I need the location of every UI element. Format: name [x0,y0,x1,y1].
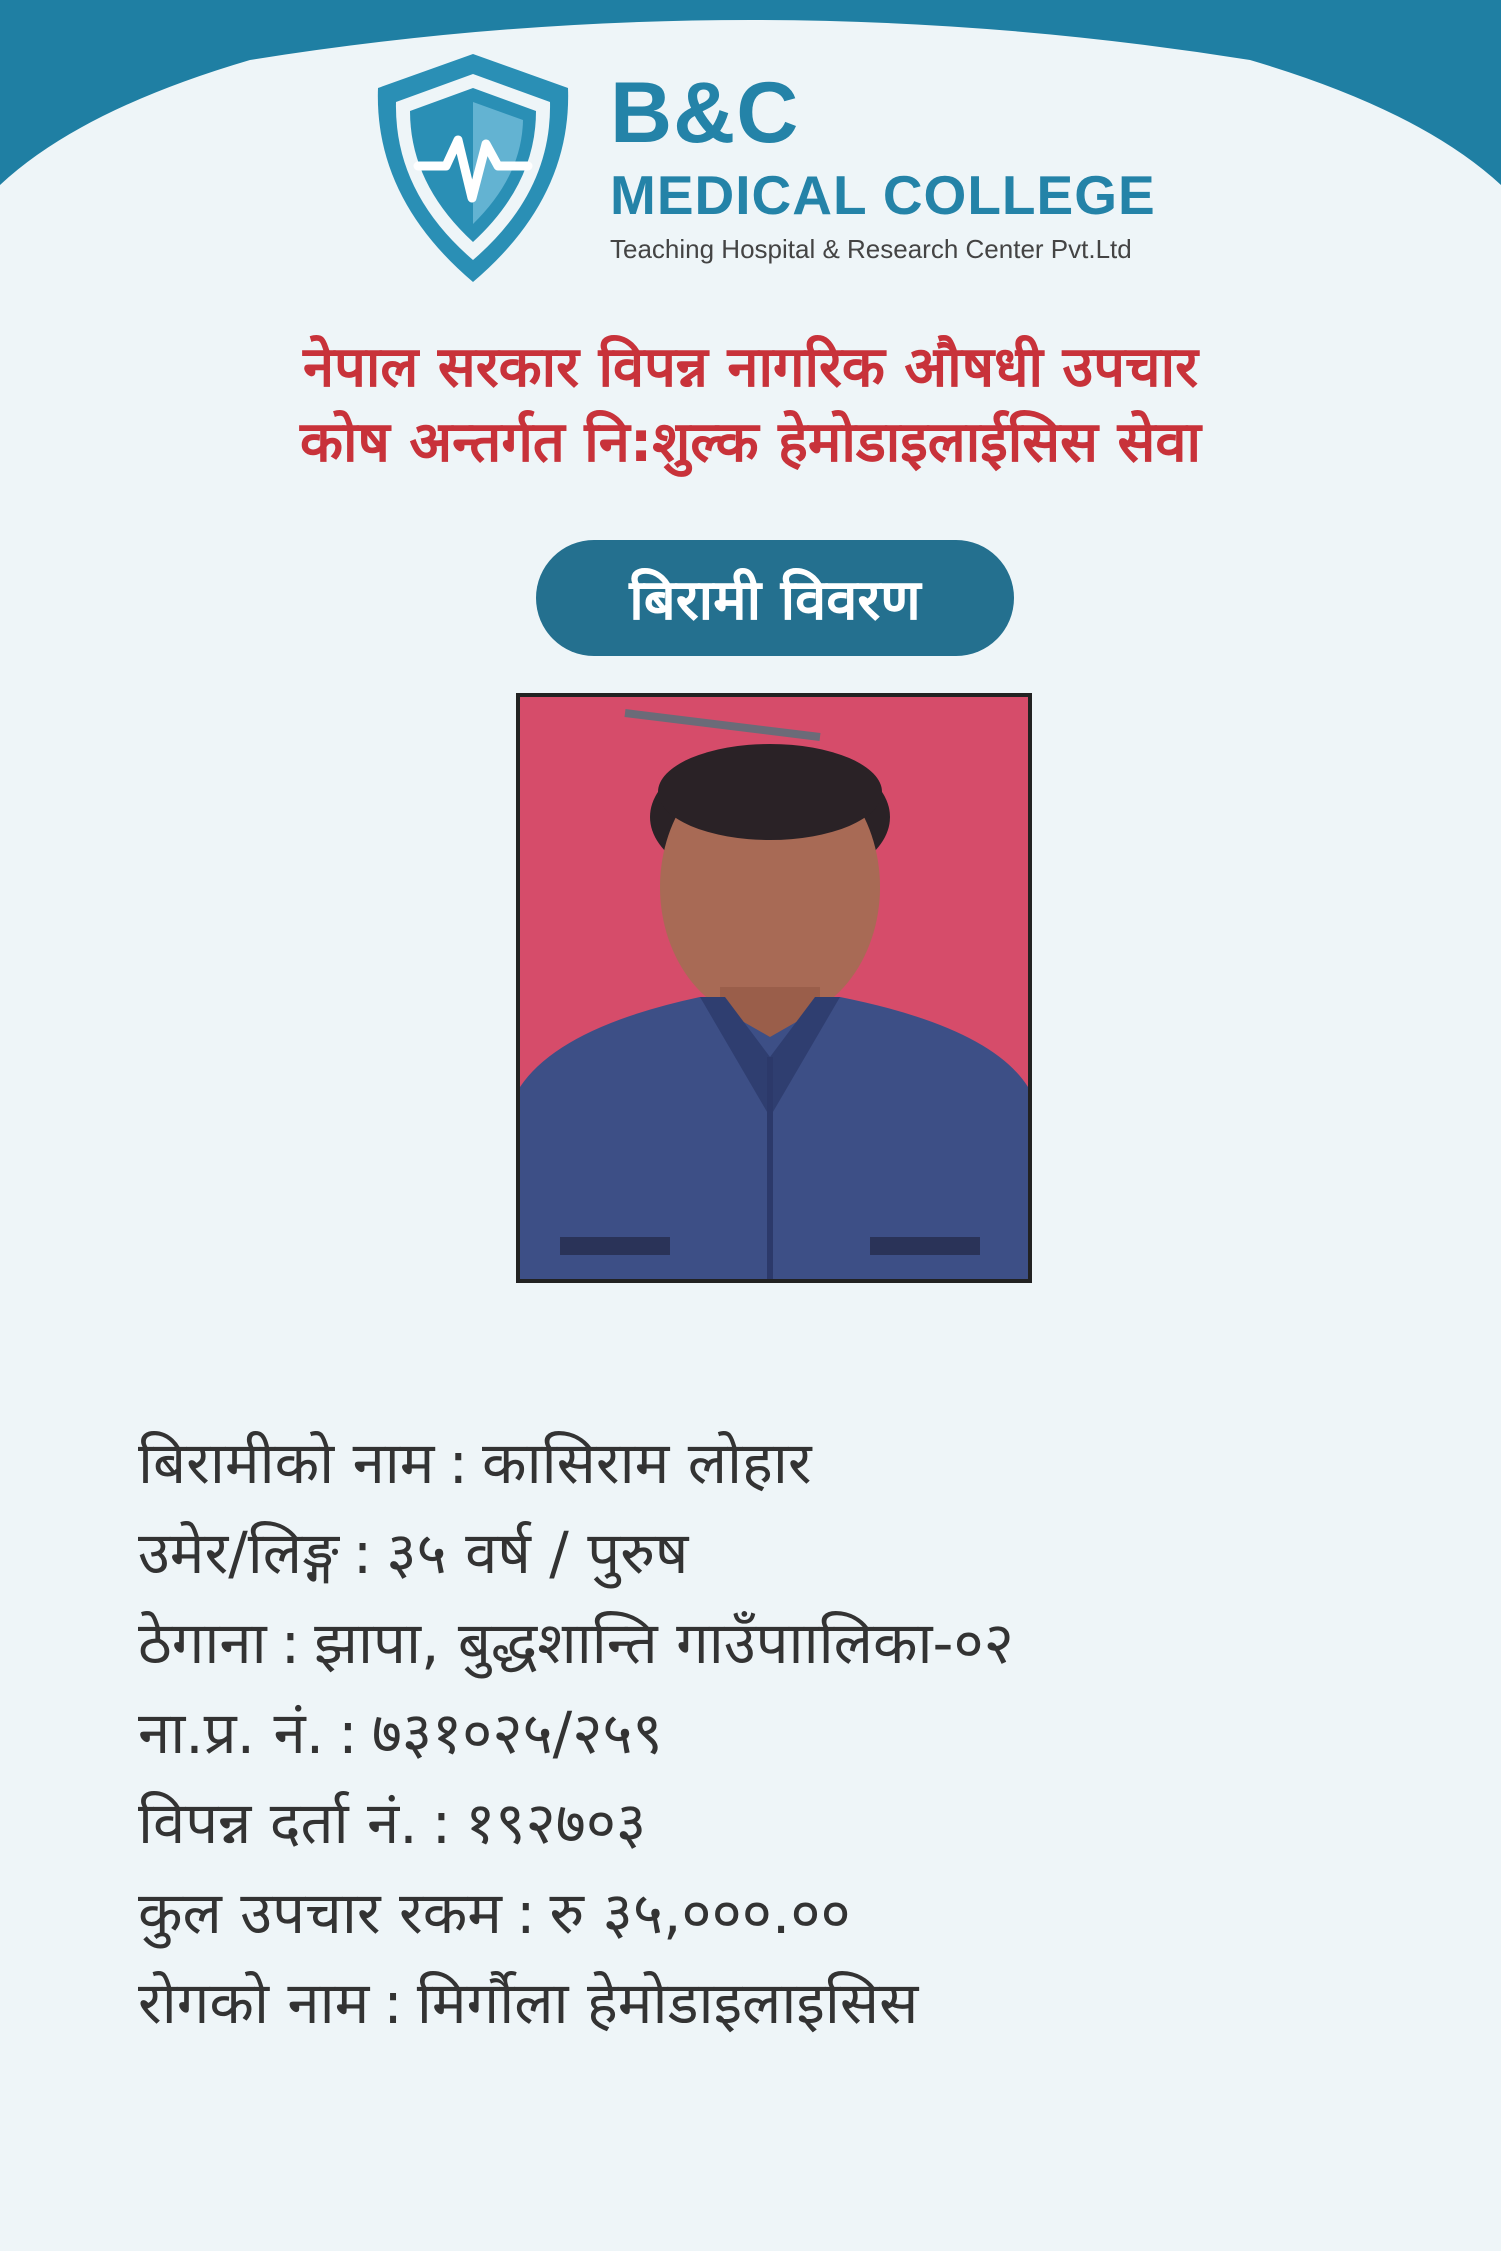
patient-address-label: ठेगाना [138,1609,267,1677]
disease-name-row: रोगको नाम : मिर्गौला हेमोडाइलाइसिस [138,1969,919,2037]
patient-name-row: बिरामीको नाम : कासिराम लोहार [138,1429,812,1497]
disease-name-value: मिर्गौला हेमोडाइलाइसिस [416,1969,919,2037]
patient-age-label: उमेर/लिङ्ग [138,1519,339,1587]
treatment-amount-row: कुल उपचार रकम : रु ३५,०००.०० [138,1879,851,1947]
patient-citizenship-row: ना.प्र. नं. : ७३१०२५/२५९ [138,1699,663,1767]
patient-address-value: झापा, बुद्धशान्ति गाउँपाालिका-०२ [314,1609,1014,1677]
patient-photo [516,693,1032,1283]
patient-portrait-image [520,697,1028,1279]
treatment-amount-label: कुल उपचार रकम [138,1879,502,1947]
brand-college-name: MEDICAL COLLEGE [610,164,1156,226]
patient-details [138,1418,1014,2048]
brand-tagline: Teaching Hospital & Research Center Pvt.Ltd [610,234,1132,264]
shield-heartbeat-icon [368,48,578,288]
disease-name-label: रोगको नाम [138,1969,370,2037]
patient-age-row: उमेर/लिङ्ग : ३५ वर्ष / पुरुष [138,1519,689,1587]
headline-line-2: कोष अन्तर्गत नि:शुल्क हेमोडाइलाईसिस सेवा [300,410,1201,475]
patient-citizenship-value: ७३१०२५/२५९ [371,1699,663,1767]
patient-registration-row: विपन्न दर्ता नं. : १९२७०३ [138,1789,647,1857]
patient-registration-label: विपन्न दर्ता नं. [138,1789,418,1857]
patient-name-label: बिरामीको नाम [138,1429,435,1497]
patient-registration-value: १९२७०३ [465,1789,647,1857]
treatment-amount-value: रु ३५,०००.०० [549,1879,851,1947]
headline-line-1: नेपाल सरकार विपन्न नागरिक औषधी उपचार [303,335,1198,400]
section-title-pill [536,540,1014,656]
section-title: बिरामी विवरण [629,568,921,633]
patient-address-row: ठेगाना : झापा, बुद्धशान्ति गाउँपाालिका-०२ [138,1609,1014,1677]
patient-name-value: कासिराम लोहार [482,1429,812,1497]
patient-age-value: ३५ वर्ष / पुरुष [386,1519,689,1587]
brand-name: B&C [610,65,800,161]
patient-citizenship-label: ना.प्र. नं. [138,1699,325,1767]
